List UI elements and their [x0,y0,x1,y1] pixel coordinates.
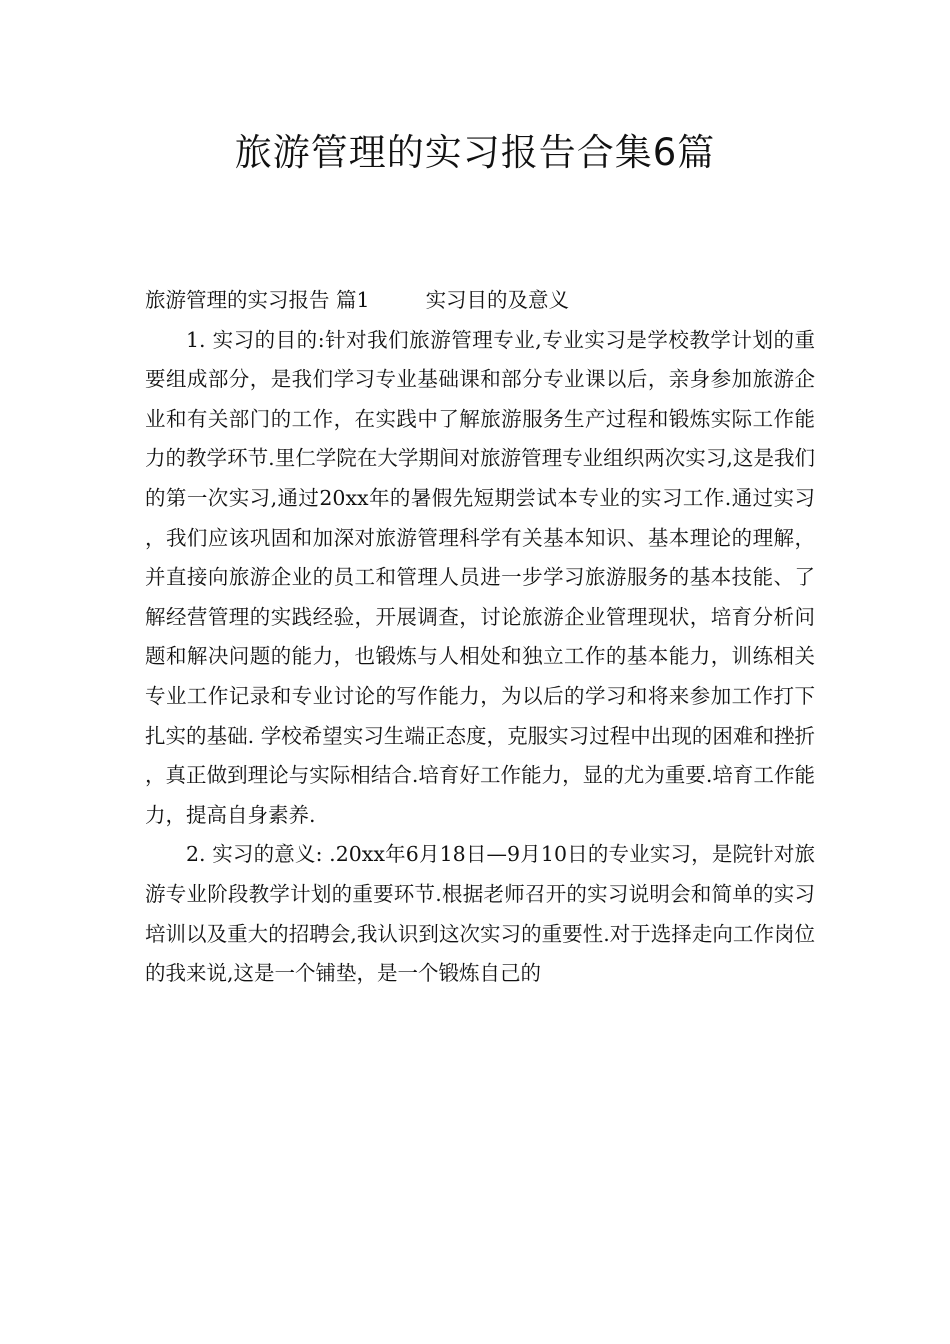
section-subtitle: 实习目的及意义 [425,288,570,312]
document-body [145,281,815,994]
paragraph-number: 1. [186,327,206,352]
section-heading [145,281,815,321]
paragraph-text: 实习的意义: .20xx年6月18日—9月10日的专业实习，是院针对旅游专业阶段教学计划的重要环节.根据老师召开的实习说明会和简单的实习培训以及重大的招聘会,我认识到这次实习的重要性.对于选择走向工作岗位的我来说,这是一个铺垫，是一个锻炼自己的 [145,842,815,986]
section-label: 旅游管理的实习报告 篇1 [145,288,370,312]
paragraph-purpose [145,321,815,836]
paragraph-text: 实习的目的:针对我们旅游管理专业,专业实习是学校教学计划的重要组成部分，是我们学习专业基础课和部分专业课以后，亲身参加旅游企业和有关部门的工作，在实践中了解旅游服务生产过程和锻炼实际工作能力的教学环节.里仁学院在大学期间对旅游管理专业组织两次实习,这是我们的第一次实习,通过20xx年的暑假先短期尝试本专业的实习工作.通过实习，我们应该巩固和加深对旅游管理科学有关基本知识、基本理论的理解，并直接向旅游企业的员工和管理人员进一步学习旅游服务的基本技能、了解经营管理的实践经验，开展调查，讨论旅游企业管理现状，培育分析问题和解决问题的能力，也锻炼与人相处和独立工作的基本能力，训练相关专业工作记录和专业讨论的写作能力，为以后的学习和将来参加工作打下扎实的基础. 学校希望实习生端正态度，克服实习过程中出现的困难和挫折，真正做到理论与实际相结合.培育好工作能力，显的尤为重要.培育工作能力，提高自身素养. [145,327,815,827]
document-title: 旅游管理的实习报告合集6篇 [234,131,716,174]
paragraph-significance [145,835,815,993]
paragraph-number: 2. [186,842,206,867]
